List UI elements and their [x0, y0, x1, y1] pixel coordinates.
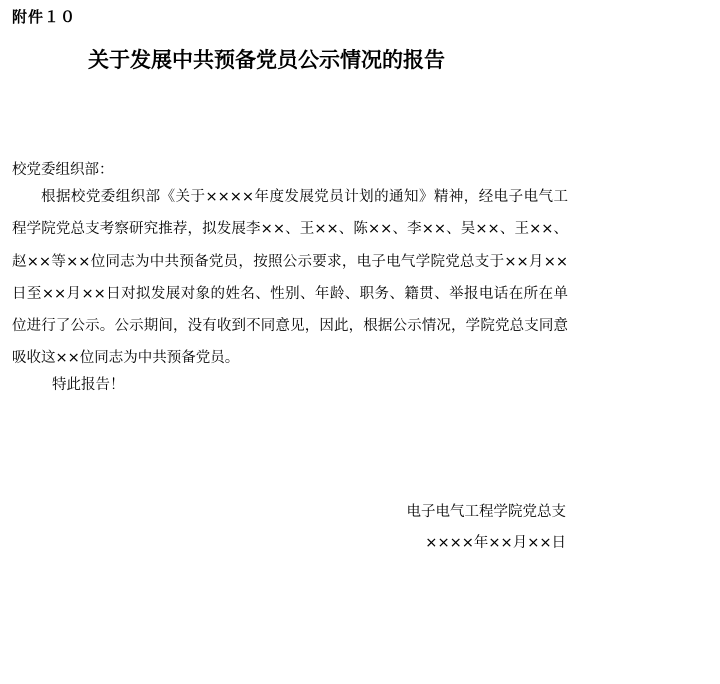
closing-line: 特此报告！ — [52, 377, 125, 393]
signature-date: ××××年××月××日 — [425, 535, 566, 551]
body-paragraph: 根据校党委组织部《关于××××年度发展党员计划的通知》精神，经电子电气工程学院党总支考察研究推荐，拟发展李××、王××、陈××、李××、吴××、王××、赵××等××位同志为中共预备党员，按照公示要求，电子电气学院党总支于××月××日至××月××日对拟发展对象的姓名、性别、年龄、职务、籍贯、举报电话在所在单位进行了公示。公示期间，没有收到不同意见，因此，根据公示情况，学院党总支同意吸收这××位同志为中共预备党员。 — [12, 189, 568, 367]
signature: 电子电气工程学院党总支 — [406, 504, 566, 520]
document-title: 关于发展中共预备党员公示情况的报告 — [88, 47, 445, 72]
addressee: 校党委组织部： — [12, 162, 114, 178]
attachment-label: 附件１０ — [12, 8, 77, 26]
